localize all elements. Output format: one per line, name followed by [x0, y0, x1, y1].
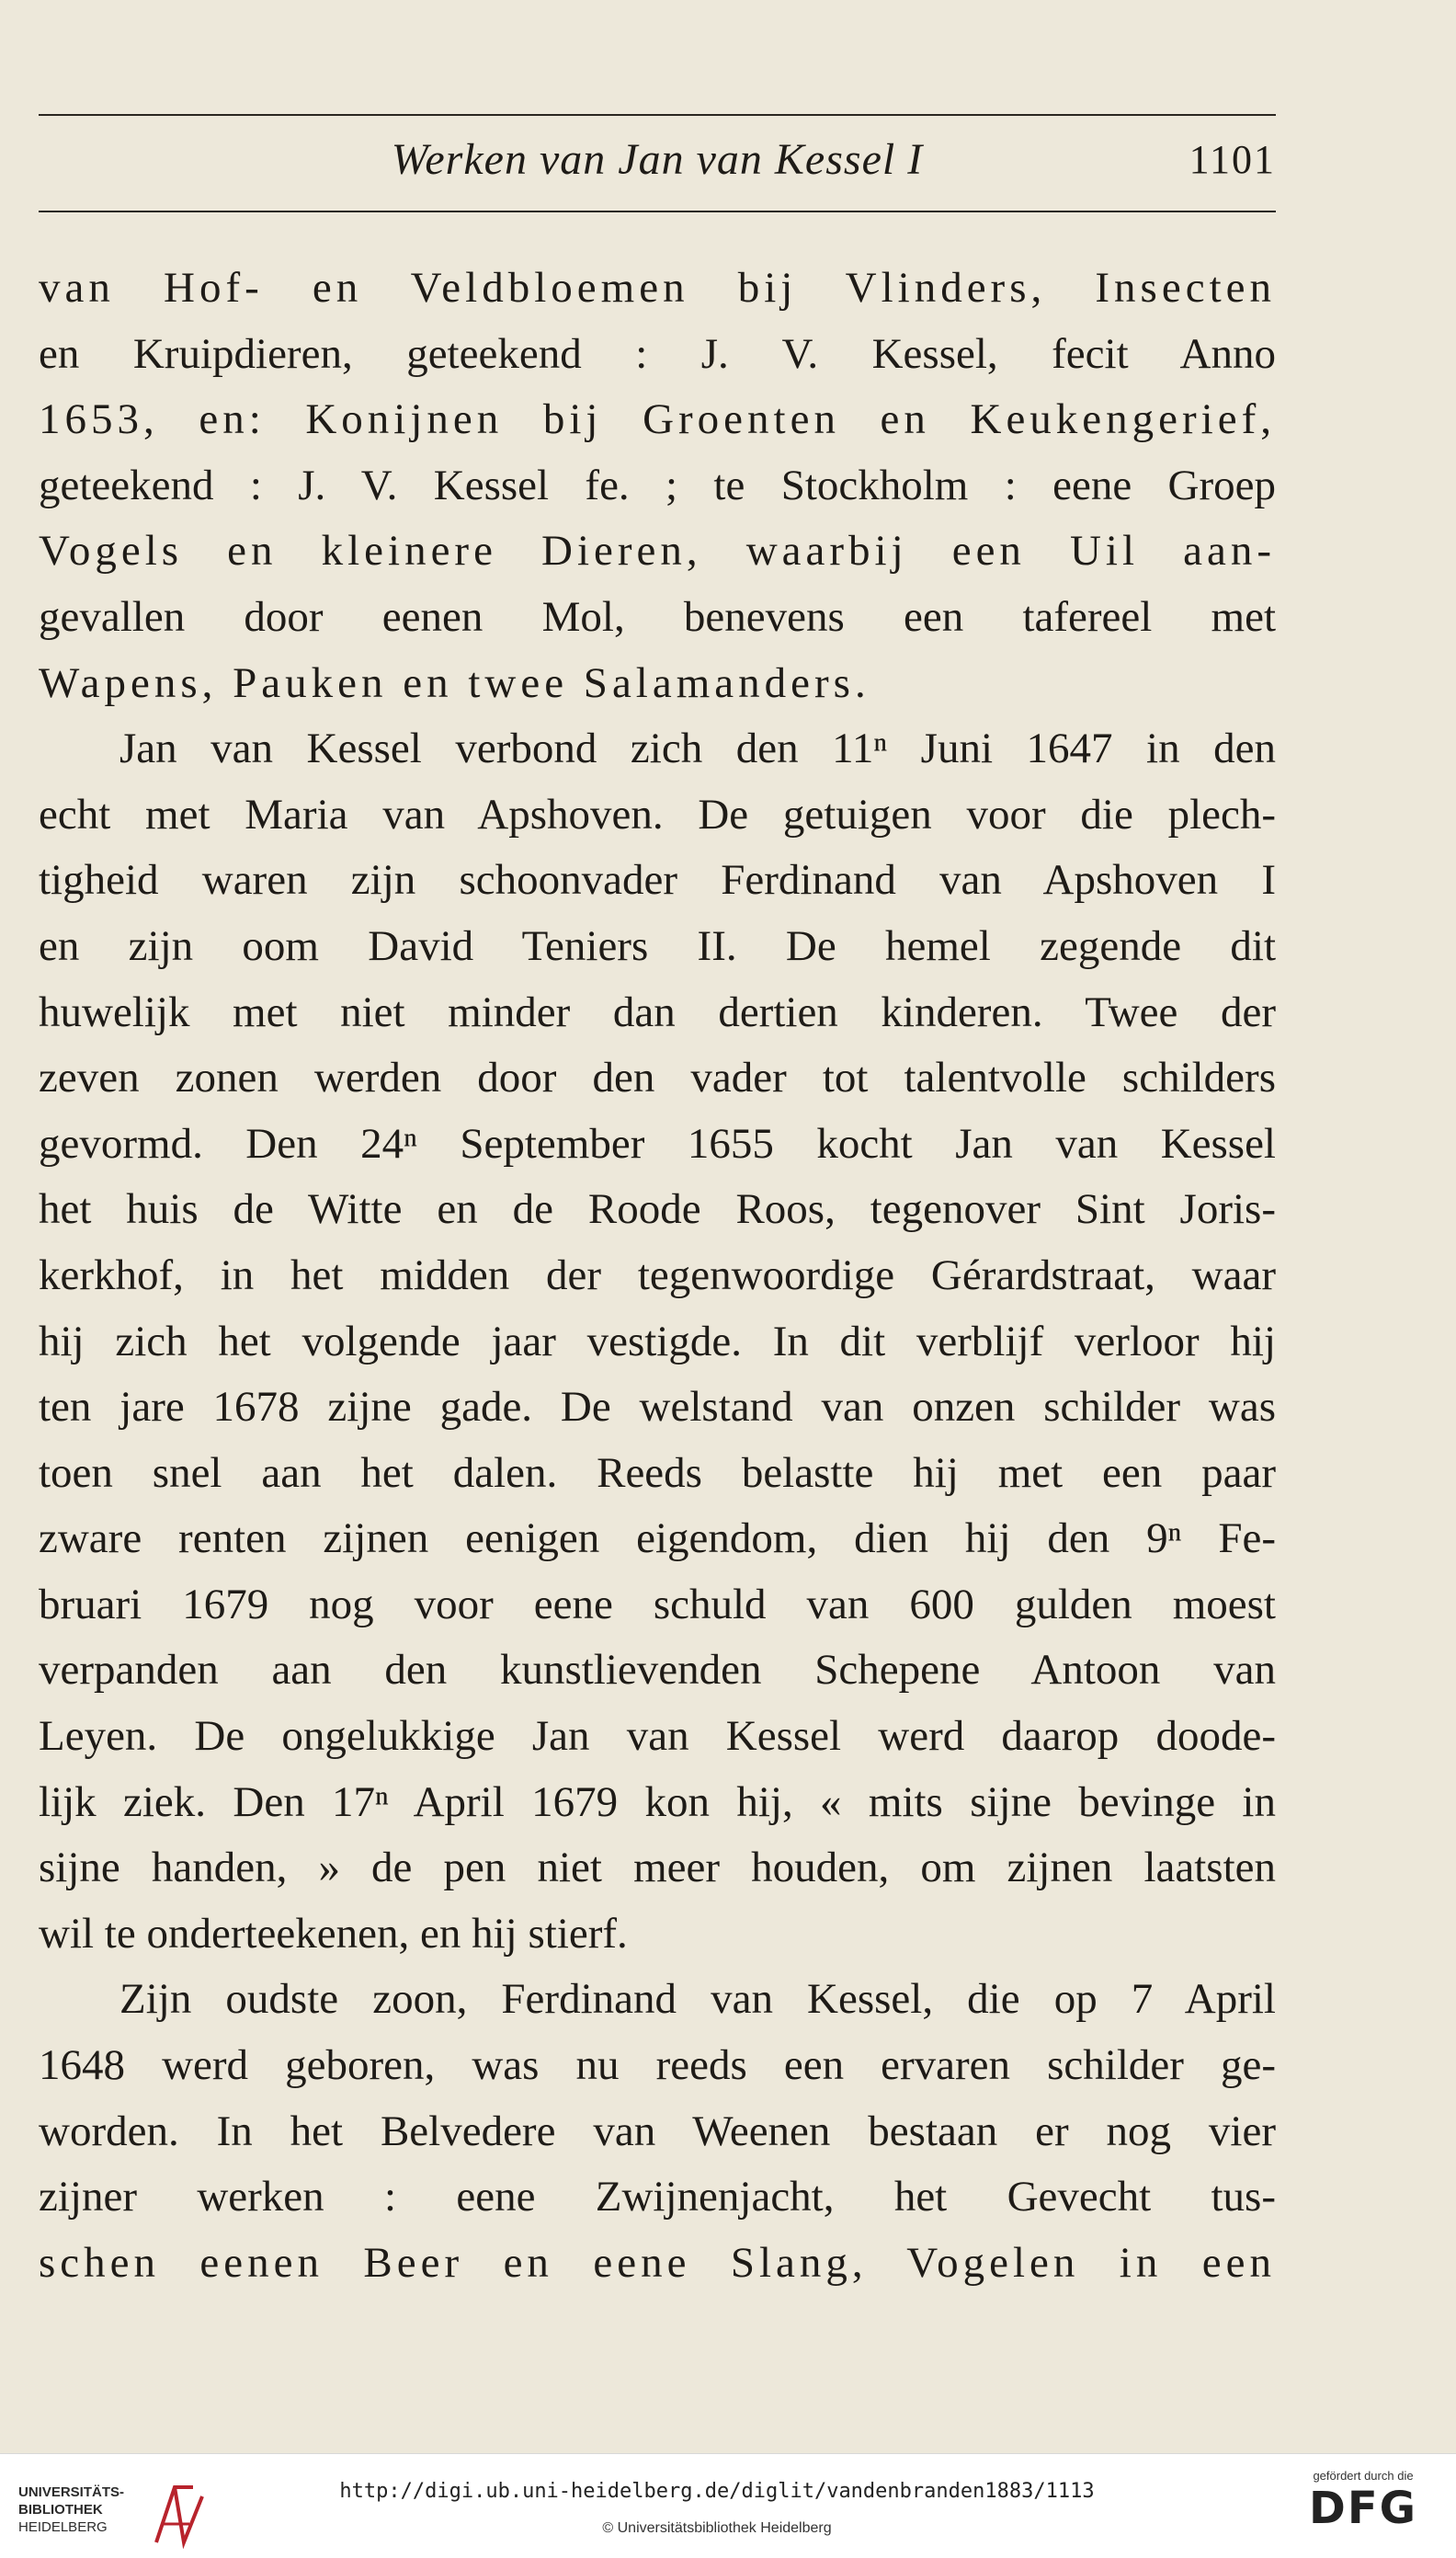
library-name-line2: BIBLIOTHEK	[18, 2502, 103, 2518]
dfg-logo-text: DFG	[1308, 2483, 1418, 2534]
page-number: 1101	[1189, 137, 1276, 182]
text-line: hij zich het volgende jaar vestigde. In dit verblijf verloor hij	[39, 1317, 1276, 1365]
text-line: 1653, en: Konijnen bij Groenten en Keukengerief,	[39, 395, 1276, 444]
running-head	[39, 129, 1276, 193]
library-emblem-icon	[147, 2478, 221, 2552]
university-library-logo	[18, 2478, 211, 2542]
text-line: tigheid waren zijn schoonvader Ferdinand van Apshoven I	[39, 856, 1276, 905]
text-line: 1648 werd geboren, was nu reeds een ervaren schilder ge-	[39, 2041, 1276, 2090]
text-line: gevallen door eenen Mol, benevens een tafereel met	[39, 592, 1276, 641]
text-line: ten jare 1678 zijne gade. De welstand van onzen schilder was	[39, 1383, 1276, 1432]
text-line: schen eenen Beer en eene Slang, Vogelen in een	[39, 2238, 1276, 2287]
text-line: lijk ziek. Den 17ⁿ April 1679 kon hij, « mits sijne bevinge in	[39, 1777, 1276, 1826]
text-line: echt met Maria van Apshoven. De getuigen voor die plech-	[39, 790, 1276, 839]
text-line: Wapens, Pauken en twee Salamanders.	[39, 658, 870, 707]
text-line: Zijn oudste zoon, Ferdinand van Kessel, die op 7 April	[119, 1975, 1276, 2024]
text-line: geteekend : J. V. Kessel fe. ; te Stockholm : eene Groep	[39, 461, 1276, 509]
library-name-line3: HEIDELBERG	[18, 2519, 108, 2535]
header-rule-bottom	[39, 211, 1276, 212]
text-line: worden. In het Belvedere van Weenen bestaan er nog vier	[39, 2107, 1276, 2155]
text-line: van Hof- en Veldbloemen bij Vlinders, Insecten	[39, 264, 1276, 312]
text-line: en Kruipdieren, geteekend : J. V. Kessel, fecit Anno	[39, 329, 1276, 378]
running-title: Werken van Jan van Kessel I	[391, 135, 924, 184]
text-line: wil te onderteekenen, en hij stierf.	[39, 1909, 628, 1958]
body-text	[39, 256, 1276, 2296]
text-line: zijner werken : eene Zwijnenjacht, het Gevecht tus-	[39, 2173, 1276, 2221]
text-line: en zijn oom David Teniers II. De hemel zegende dit	[39, 921, 1276, 970]
text-line: toen snel aan het dalen. Reeds belastte hij met een paar	[39, 1448, 1276, 1497]
viewer-footer	[0, 2453, 1456, 2558]
permalink-url[interactable]: http://digi.ub.uni-heidelberg.de/diglit/vandenbranden1883/1113	[339, 2480, 1095, 2503]
text-line: verpanden aan den kunstlievenden Schepene Antoon van	[39, 1646, 1276, 1695]
text-line: gevormd. Den 24ⁿ September 1655 kocht Jan van Kessel	[39, 1119, 1276, 1168]
text-line: kerkhof, in het midden der tegenwoordige Gérardstraat, waar	[39, 1250, 1276, 1299]
text-line: Leyen. De ongelukkige Jan van Kessel werd daarop doode-	[39, 1712, 1276, 1761]
text-line: Jan van Kessel verbond zich den 11ⁿ Juni 1647 in den	[119, 725, 1276, 773]
header-rule-top	[39, 114, 1276, 116]
dfg-funding-logo	[1294, 2469, 1432, 2548]
text-line: Vogels en kleinere Dieren, waarbij een Uil aan-	[39, 527, 1276, 576]
library-name-line1: UNIVERSITÄTS-	[18, 2484, 125, 2500]
text-line: bruari 1679 nog voor eene schuld van 600 gulden moest	[39, 1580, 1276, 1628]
text-line: zeven zonen werden door den vader tot talentvolle schilders	[39, 1054, 1276, 1102]
text-line: huwelijk met niet minder dan dertien kinderen. Twee der	[39, 988, 1276, 1036]
funding-label: gefördert durch die	[1313, 2469, 1414, 2483]
library-name	[18, 2484, 124, 2536]
text-line: zware renten zijnen eenigen eigendom, dien hij den 9ⁿ Fe-	[39, 1514, 1276, 1563]
text-line: sijne handen, » de pen niet meer houden, om zijnen laatsten	[39, 1844, 1276, 1892]
text-line: het huis de Witte en de Roode Roos, tegenover Sint Joris-	[39, 1185, 1276, 1234]
copyright-notice: © Universitätsbibliothek Heidelberg	[602, 2520, 832, 2536]
